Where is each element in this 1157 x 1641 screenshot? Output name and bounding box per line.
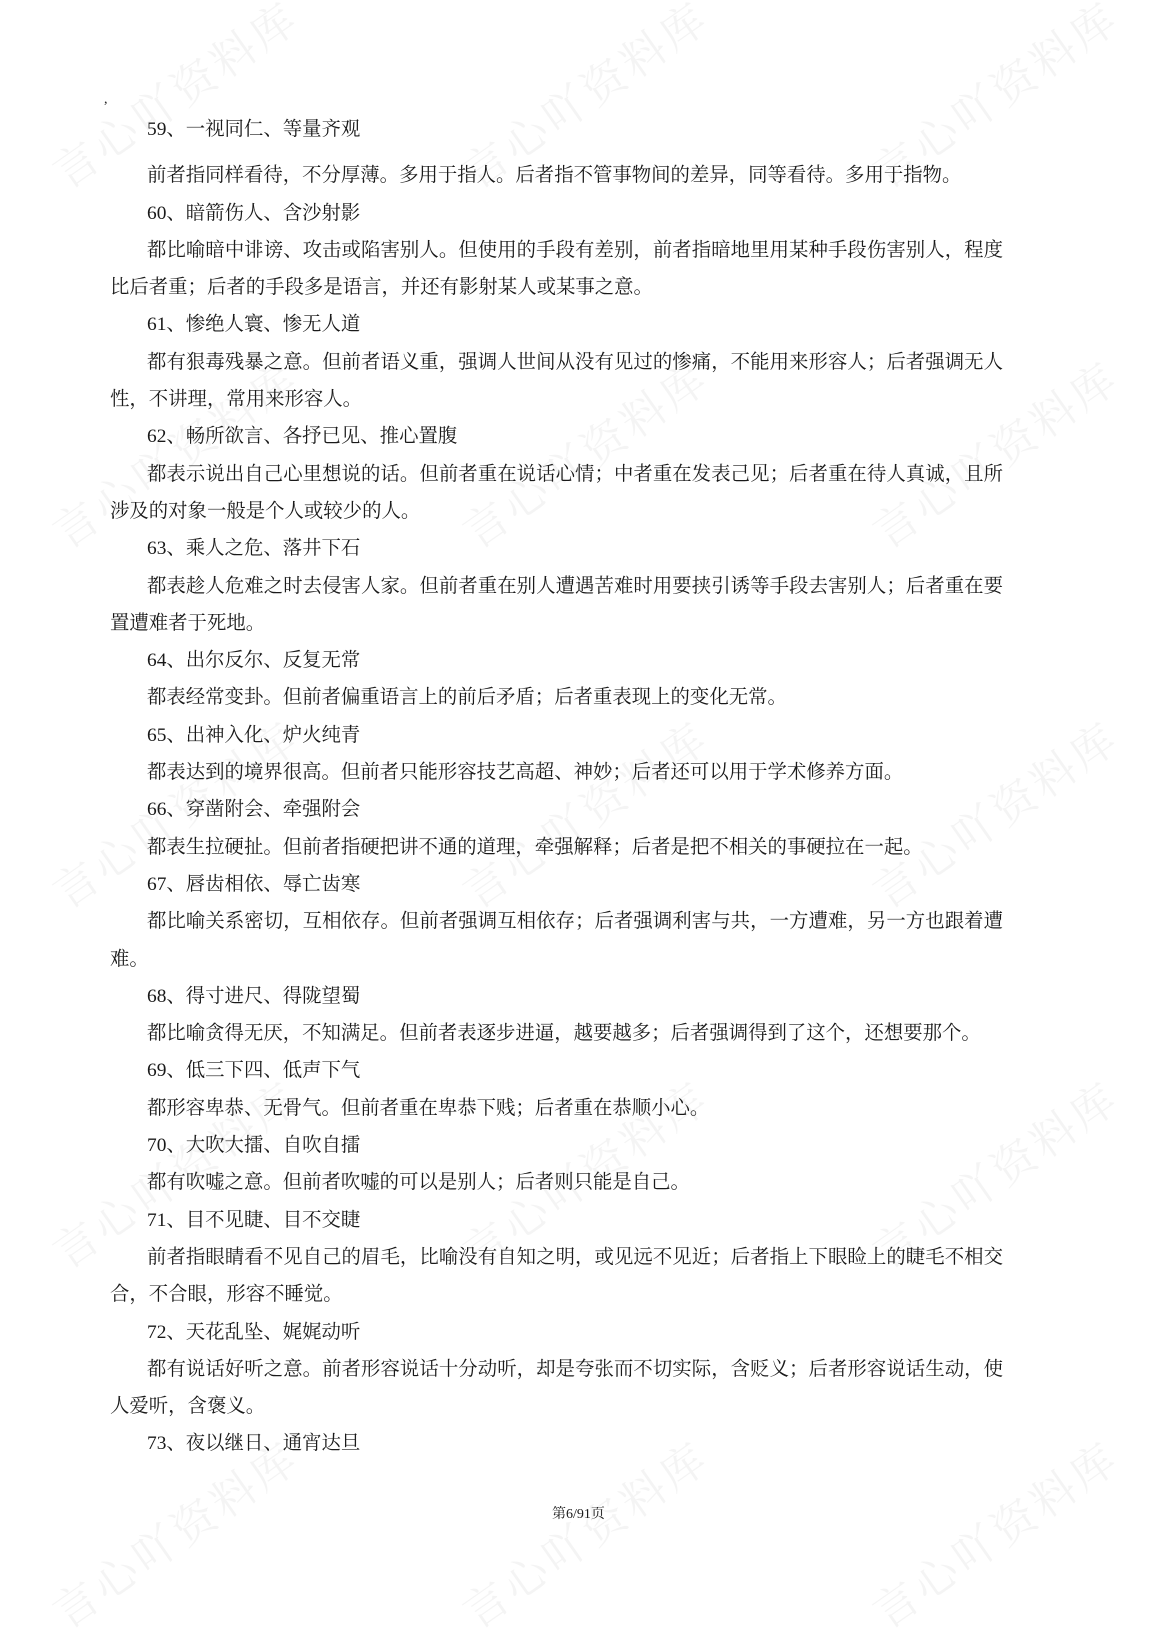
entry-explanation: 都形容卑恭、无骨气。但前者重在卑恭下贱；后者重在恭顺小心。 [147, 1097, 710, 1119]
entry-title: 62、畅所欲言、各抒已见、推心置腹 [147, 426, 458, 448]
entry-title: 73、夜以继日、通宵达旦 [147, 1433, 361, 1455]
entry-explanation: 前者指同样看待，不分厚薄。多用于指人。后者指不管事物间的差异，同等看待。多用于指物。 [147, 165, 962, 187]
entry-title: 68、得寸进尺、得陇望蜀 [147, 985, 361, 1007]
entry-title: 72、天花乱坠、娓娓动听 [147, 1321, 361, 1343]
entry-explanation: 都比喻贪得无厌，不知满足。但前者表逐步进逼，越要越多；后者强调得到了这个，还想要那个。 [147, 1023, 981, 1045]
entry-explanation: 都有说话好听之意。前者形容说话十分动听，却是夸张而不切实际，含贬义；后者形容说话生动，使人爱听，含褒义。 [110, 1358, 1003, 1418]
entry-explanation: 都表达到的境界很高。但前者只能形容技艺高超、神妙；后者还可以用于学术修养方面。 [147, 762, 904, 784]
entry-explanation: 都有吹嘘之意。但前者吹嘘的可以是别人；后者则只能是自己。 [147, 1172, 690, 1194]
entry-title: 60、暗箭伤人、含沙射影 [147, 202, 361, 224]
entry-explanation: 都比喻暗中诽谤、攻击或陷害别人。但使用的手段有差别，前者指暗地里用某种手段伤害别人，程度比后者重；后者的手段多是语言，并还有影射某人或某事之意。 [110, 239, 1003, 299]
entry-explanation: 都表生拉硬扯。但前者指硬把讲不通的道理，牵强解释；后者是把不相关的事硬拉在一起。 [147, 836, 923, 858]
corner-mark: , [104, 92, 108, 107]
entry-explanation: 前者指眼睛看不见自己的眉毛，比喻没有自知之明，或见远不见近；后者指上下眼睑上的睫毛不相交合，不合眼，形容不睡觉。 [110, 1246, 1003, 1306]
entry-title: 65、出神入化、炉火纯青 [147, 724, 361, 746]
entry-title: 71、目不见睫、目不交睫 [147, 1209, 361, 1231]
entry-explanation: 都表经常变卦。但前者偏重语言上的前后矛盾；后者重表现上的变化无常。 [147, 687, 787, 709]
entry-explanation: 都表示说出自己心里想说的话。但前者重在说话心情；中者重在发表己见；后者重在待人真诚，且所涉及的对象一般是个人或较少的人。 [110, 463, 1003, 522]
entry-title: 64、出尔反尔、反复无常 [147, 650, 361, 672]
entry-explanation: 都表趁人危难之时去侵害人家。但前者重在别人遭遇苦难时用要挟引诱等手段去害别人；后者重在要置遭难者于死地。 [110, 575, 1003, 634]
entry-explanation: 都比喻关系密切，互相依存。但前者强调互相依存；后者强调利害与共，一方遭难，另一方也跟着遭难。 [110, 911, 1003, 970]
entry-explanation: 都有狠毒残暴之意。但前者语义重，强调人世间从没有见过的惨痛，不能用来形容人；后者强调无人性，不讲理，常用来形容人。 [110, 351, 1003, 411]
document-body [110, 111, 1003, 1463]
entry-title: 59、一视同仁、等量齐观 [147, 119, 361, 140]
entry-title: 70、大吹大擂、自吹自擂 [147, 1135, 361, 1157]
entry-title: 61、惨绝人寰、惨无人道 [147, 314, 361, 336]
entry-title: 63、乘人之危、落井下石 [147, 538, 361, 560]
entry-title: 69、低三下四、低声下气 [147, 1060, 361, 1082]
entry-title: 66、穿凿附会、牵强附会 [147, 799, 361, 821]
entry-title: 67、唇齿相依、辱亡齿寒 [147, 873, 361, 895]
page-number: 第6/91页 [552, 1507, 605, 1522]
